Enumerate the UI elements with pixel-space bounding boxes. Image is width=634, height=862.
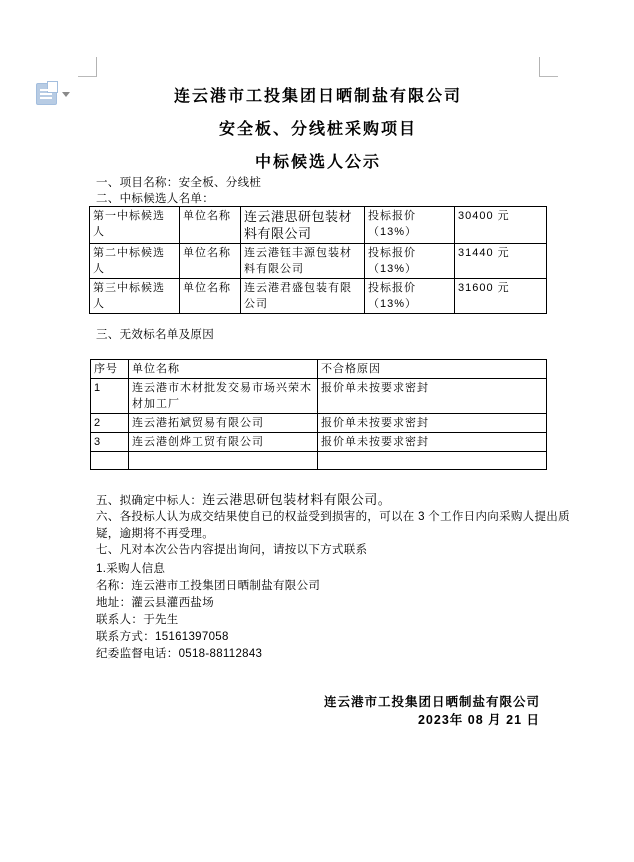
chevron-down-icon[interactable] bbox=[62, 92, 70, 97]
purchaser-name: 名称：连云港市工投集团日晒制盐有限公司 bbox=[96, 580, 321, 592]
company-name-cell: 连云港创烨工贸有限公司 bbox=[129, 433, 318, 452]
bid-price-label-cell: 投标报价（13%） bbox=[365, 279, 455, 314]
section-7-contact-intro: 七、凡对本次公告内容提出询问，请按以下方式联系 bbox=[96, 544, 368, 556]
unit-name-label-cell: 单位名称 bbox=[180, 279, 241, 314]
table-row bbox=[90, 279, 547, 314]
title-company: 连云港市工投集团日晒制盐有限公司 bbox=[173, 88, 462, 105]
candidate-rank-cell: 第一中标候选人 bbox=[90, 207, 180, 244]
table-row-empty bbox=[91, 452, 547, 470]
reason-header-cell: 不合格原因 bbox=[318, 360, 547, 379]
title-announcement: 中标候选人公示 bbox=[254, 154, 381, 171]
contact-person: 联系人：于先生 bbox=[96, 614, 179, 626]
bid-price-label-cell: 投标报价（13%） bbox=[365, 207, 455, 244]
candidate-rank-cell: 第三中标候选人 bbox=[90, 279, 180, 314]
unit-name-label-cell: 单位名称 bbox=[180, 207, 241, 244]
section-6-objection-line1: 六、各投标人认为成交结果使自已的权益受到损害的，可以在 3 个工作日内向采购人提出质 bbox=[96, 511, 570, 523]
serial-cell: 1 bbox=[91, 379, 129, 414]
section-5-company: 连云港思研包装材料有限公司。 bbox=[202, 492, 392, 507]
signature-block bbox=[96, 694, 540, 729]
reason-cell: 报价单未按要求密封 bbox=[318, 379, 547, 414]
paste-options-widget[interactable] bbox=[36, 83, 70, 105]
company-name-cell: 连云港钰丰源包装材料有限公司 bbox=[241, 244, 365, 279]
bid-price-label-cell: 投标报价（13%） bbox=[365, 244, 455, 279]
unit-name-header-cell: 单位名称 bbox=[129, 360, 318, 379]
contact-phone: 联系方式：15161397058 bbox=[96, 631, 229, 643]
serial-cell bbox=[91, 452, 129, 470]
signature-date: 2023年 08 月 21 日 bbox=[417, 712, 540, 727]
text-boundary-mark-top-left bbox=[78, 57, 97, 77]
candidate-rank-cell: 第二中标候选人 bbox=[90, 244, 180, 279]
company-name-cell: 连云港思研包装材料有限公司 bbox=[241, 207, 365, 244]
purchaser-info-heading: 1.采购人信息 bbox=[96, 563, 166, 575]
company-name-cell bbox=[129, 452, 318, 470]
section-1-project-name: 一、项目名称：安全板、分线桩 bbox=[96, 177, 262, 189]
table-header-row bbox=[91, 360, 547, 379]
section-6-objection-line2: 疑，逾期将不再受理。 bbox=[96, 528, 214, 540]
section-5-label: 五、拟确定中标人： bbox=[96, 495, 203, 507]
table-row bbox=[90, 207, 547, 244]
reason-cell bbox=[318, 452, 547, 470]
unit-name-label-cell: 单位名称 bbox=[180, 244, 241, 279]
section-5-confirmed-winner bbox=[96, 493, 391, 508]
title-project: 安全板、分线桩采购项目 bbox=[218, 121, 417, 138]
purchaser-address: 地址：灌云县灌西盐场 bbox=[96, 597, 214, 609]
paste-options-icon[interactable] bbox=[36, 83, 57, 105]
discipline-supervision-phone: 纪委监督电话：0518-88112843 bbox=[96, 648, 263, 660]
reason-cell: 报价单未按要求密封 bbox=[318, 433, 547, 452]
invalid-bids-table bbox=[90, 359, 547, 470]
bid-price-value-cell: 31440 元 bbox=[455, 244, 547, 279]
candidates-table bbox=[89, 206, 547, 314]
serial-cell: 3 bbox=[91, 433, 129, 452]
table-row bbox=[91, 414, 547, 433]
serial-header-cell: 序号 bbox=[91, 360, 129, 379]
table-row bbox=[91, 379, 547, 414]
bid-price-value-cell: 30400 元 bbox=[455, 207, 547, 244]
section-2-candidate-list-heading: 二、中标候选人名单： bbox=[96, 193, 214, 205]
signature-company: 连云港市工投集团日晒制盐有限公司 bbox=[323, 695, 540, 709]
text-boundary-mark-top-right bbox=[539, 57, 558, 77]
table-row bbox=[90, 244, 547, 279]
table-row bbox=[91, 433, 547, 452]
company-name-cell: 连云港市木材批发交易市场兴荣木材加工厂 bbox=[129, 379, 318, 414]
section-3-invalid-bids-heading: 三、无效标名单及原因 bbox=[96, 329, 214, 341]
bid-price-value-cell: 31600 元 bbox=[455, 279, 547, 314]
company-name-cell: 连云港拓斌贸易有限公司 bbox=[129, 414, 318, 433]
serial-cell: 2 bbox=[91, 414, 129, 433]
company-name-cell: 连云港君盛包装有限公司 bbox=[241, 279, 365, 314]
reason-cell: 报价单未按要求密封 bbox=[318, 414, 547, 433]
